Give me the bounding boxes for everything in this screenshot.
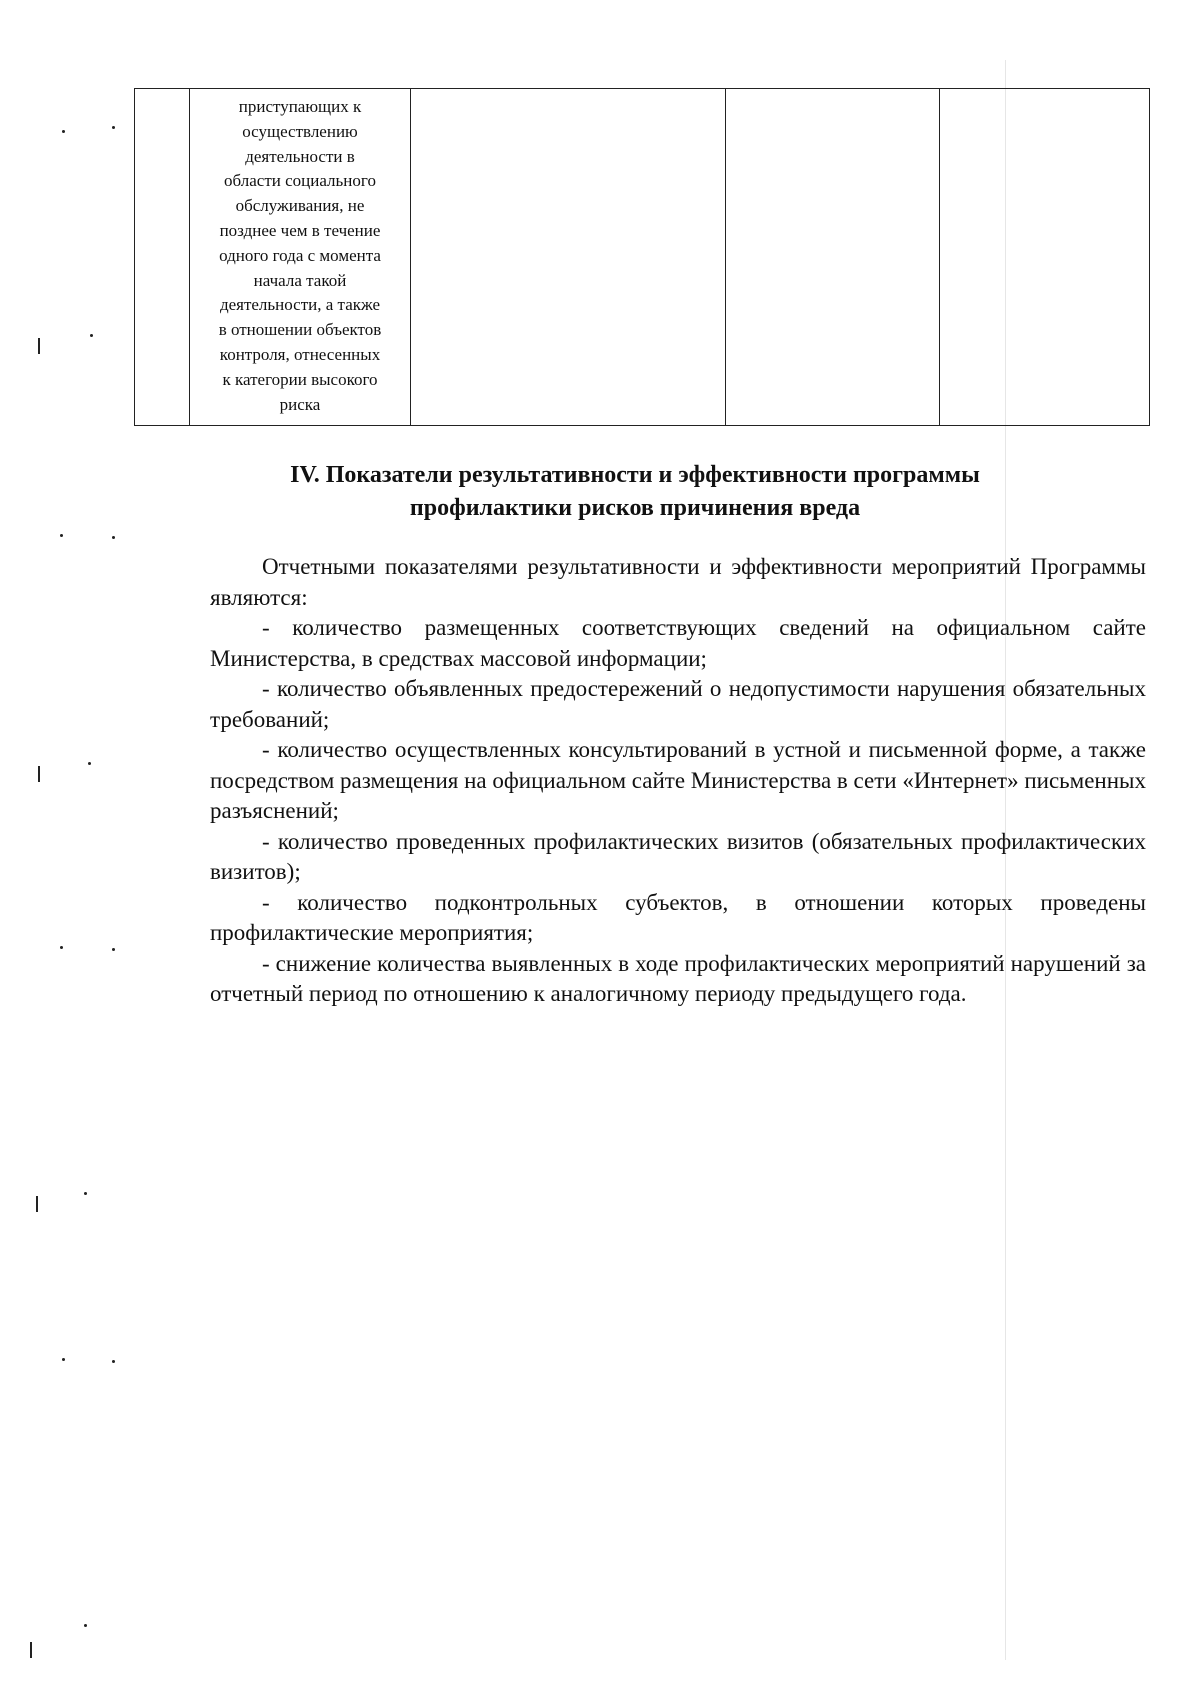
table-cell-description <box>190 89 411 426</box>
scan-mark <box>90 334 93 337</box>
table-cell-empty <box>726 89 940 426</box>
scan-mark <box>112 536 115 539</box>
scan-mark <box>38 766 40 782</box>
scan-mark <box>112 126 115 129</box>
list-item: - количество осуществленных консультирований в устной и письменной форме, а также посредством размещения на официальном сайте Министерства в сети «Интернет» письменных разъяснений; <box>210 737 1146 823</box>
scan-mark <box>88 762 91 765</box>
scan-mark <box>84 1192 87 1195</box>
scan-mark <box>62 1358 65 1361</box>
scan-mark <box>112 948 115 951</box>
scan-mark <box>112 1360 115 1363</box>
scan-mark <box>84 1624 87 1627</box>
list-item: - количество проведенных профилактических визитов (обязательных профилактических визитов); <box>210 828 1146 884</box>
scan-mark <box>60 946 63 949</box>
table-cell-text: приступающих к осуществлению деятельности в области социального обслуживания, не позднее чем в течение одного года с момента начала такой деятельности, а также в отношении объектов контроля, отнесенных к категории высокого риска <box>218 97 382 414</box>
scan-mark <box>36 1196 38 1212</box>
scan-mark <box>62 130 65 133</box>
list-item: - количество размещенных соответствующих сведений на официальном сайте Министерства, в средствах массовой информации; <box>210 615 1146 671</box>
table-cell-number <box>135 89 190 426</box>
intro-paragraph: Отчетными показателями результативности и эффективности мероприятий Программы являются: <box>210 554 1146 610</box>
table-row <box>135 89 1150 426</box>
list-item: - количество подконтрольных субъектов, в отношении которых проведены профилактические мероприятия; <box>210 889 1146 945</box>
section-heading: IV. Показатели результативности и эффективности программы профилактики рисков причинения вреда <box>290 462 980 521</box>
list-item: - количество объявленных предостережений о недопустимости нарушения обязательных требований; <box>210 676 1146 732</box>
table-cell-empty <box>411 89 726 426</box>
scan-mark <box>38 338 40 354</box>
list-item: - снижение количества выявленных в ходе профилактических мероприятий нарушений за отчетный период по отношению к аналогичному периоду предыдущего года. <box>210 950 1146 1006</box>
scan-mark <box>60 534 63 537</box>
scan-mark <box>30 1642 32 1658</box>
table-cell-empty <box>940 89 1150 426</box>
continuation-table <box>134 88 1150 426</box>
section-body <box>210 552 1146 1010</box>
